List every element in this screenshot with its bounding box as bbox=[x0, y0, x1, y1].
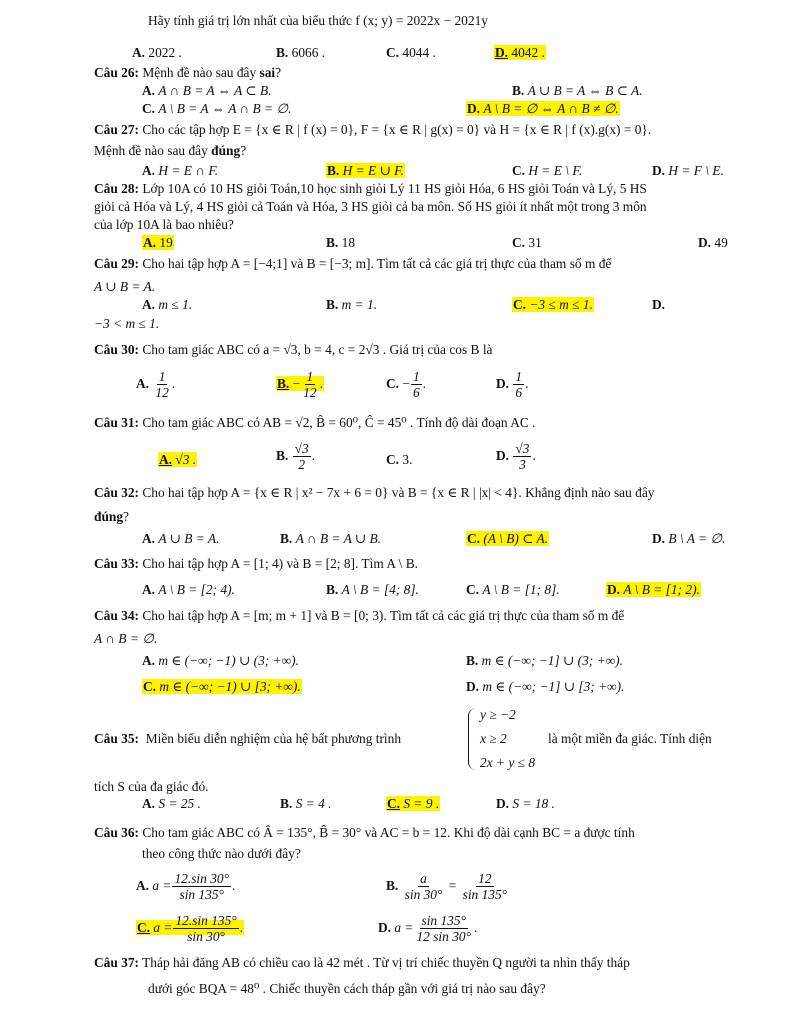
option-a: A. H = E ∩ F. bbox=[142, 163, 219, 178]
option-a: A. 2022 . bbox=[132, 45, 182, 60]
question-32: Câu 32: Cho hai tập hợp A = {x ∈ R | x² − 7x + 6 = 0} và B = {x ∈ R | |x| < 4}. Khẳng định nào sau đây bbox=[94, 485, 655, 500]
option-d-correct: D. A \ B = ∅ ⇔ A ∩ B ≠ ∅. bbox=[467, 101, 619, 116]
option-c: C. 3. bbox=[386, 452, 413, 467]
question-29: Câu 29: Cho hai tập hợp A = [−4;1] và B = [−3; m]. Tìm tất cả các giá trị thực của tham số m để bbox=[94, 256, 612, 271]
option-b-correct: B. − $\frac{1}{12}$ . bbox=[277, 369, 323, 401]
system-brace bbox=[468, 708, 479, 770]
question-28-line2: giỏi cả Hóa và Lý, 4 HS giỏi cả Toán và Hóa, 3 HS giỏi cả ba môn. Số HS giỏi ít nhất một trong 3 môn bbox=[94, 199, 647, 214]
question-33: Câu 33: Cho hai tập hợp A = [1; 4) và B = [2; 8]. Tìm A \ B. bbox=[94, 556, 418, 571]
question-35-line2: tích S của đa giác đó. bbox=[94, 779, 209, 794]
option-b: B. A ∩ B = A ∪ B. bbox=[280, 531, 381, 546]
question-27-line2: Mệnh đề nào sau đây đúng? bbox=[94, 143, 247, 158]
option-b: B. $\frac{a}{\sin 30^\circ}$ = $\frac{12}{\sin 135^\circ}$ bbox=[386, 871, 508, 903]
option-c-correct: C. (A \ B) ⊂ A. bbox=[467, 531, 549, 546]
inequality-2: x ≥ 2 bbox=[480, 731, 507, 746]
question-stem: Hãy tính giá trị lớn nhất của biểu thức f (x; y) = 2022x − 2021y bbox=[148, 13, 488, 28]
question-34: Câu 34: Cho hai tập hợp A = [m; m + 1] và B = [0; 3). Tìm tất cả các giá trị thực của tham số m để bbox=[94, 608, 625, 623]
option-d-correct: D. 4042 . bbox=[495, 45, 545, 60]
option-c: C. 31 bbox=[512, 235, 542, 250]
option-d: D. B \ A = ∅. bbox=[652, 531, 726, 546]
option-b: B. $\frac{√3}{2}$ . bbox=[276, 441, 316, 473]
option-d-text: −3 < m ≤ 1. bbox=[94, 316, 160, 331]
option-b: B. A ∪ B = A ⇔ B ⊂ A. bbox=[512, 83, 643, 98]
inequality-3: 2x + y ≤ 8 bbox=[480, 755, 536, 770]
option-a: A. m ≤ 1. bbox=[142, 297, 193, 312]
option-b: B. A \ B = [4; 8]. bbox=[326, 582, 419, 597]
question-27: Câu 27: Cho các tập hợp E = {x ∈ R | f (x) = 0}, F = {x ∈ R | g(x) = 0} và H = {x ∈ R | f (x).g(x) = 0}. bbox=[94, 122, 652, 137]
option-b: B. m ∈ (−∞; −1] ∪ (3; +∞). bbox=[466, 653, 623, 668]
option-a-correct: A. 19 bbox=[143, 235, 173, 250]
option-a: A. $\frac{1}{12}$ . bbox=[136, 369, 176, 401]
question-36-line2: theo công thức nào dưới đây? bbox=[142, 846, 301, 861]
option-c-correct: C. S = 9 . bbox=[387, 796, 440, 811]
option-b-correct: B. H = E ∪ F. bbox=[327, 163, 404, 178]
question-26: Câu 26: Mệnh đề nào sau đây sai? bbox=[94, 65, 282, 80]
question-30: Câu 30: Cho tam giác ABC có a = √3, b = 4, c = 2√3 . Giá trị của cos B là bbox=[94, 342, 493, 357]
question-35-continuation: là một miền đa giác. Tính diện bbox=[548, 731, 712, 746]
option-c: C. H = E \ F. bbox=[512, 163, 583, 178]
question-35: Câu 35: Miền biểu diễn nghiệm của hệ bất phương trình bbox=[94, 731, 402, 746]
option-c: C. A \ B = [1; 8]. bbox=[466, 582, 560, 597]
option-a: A. m ∈ (−∞; −1) ∪ (3; +∞). bbox=[142, 653, 299, 668]
option-a: A. A ∩ B = A ⇔ A ⊂ B. bbox=[142, 83, 272, 98]
option-d: D. $\frac{√3}{3}$ . bbox=[496, 441, 536, 473]
option-a: A. a = $\frac{12.\sin 30^\circ}{\sin 135^\circ}$ . bbox=[136, 871, 236, 903]
option-c-correct: C. m ∈ (−∞; −1) ∪ [3; +∞). bbox=[143, 679, 301, 694]
option-d: D. a = $\frac{\sin 135^\circ}{12 \sin 30^\circ}$ . bbox=[378, 913, 478, 945]
option-c: C. 4044 . bbox=[386, 45, 436, 60]
option-a: A. S = 25 . bbox=[142, 796, 201, 811]
option-b: B. S = 4 . bbox=[280, 796, 332, 811]
question-37: Câu 37: Tháp hải đăng AB có chiều cao là 42 mét . Từ vị trí chiếc thuyền Q người ta nhìn thấy tháp bbox=[94, 955, 630, 970]
question-34-line2: A ∩ B = ∅. bbox=[94, 631, 158, 646]
option-a: A. A \ B = [2; 4). bbox=[142, 582, 235, 597]
option-a: A. A ∪ B = A. bbox=[142, 531, 220, 546]
option-b: B. m = 1. bbox=[326, 297, 378, 312]
option-c-correct: C. a = $\frac{12.\sin 135^\circ}{\sin 30^\circ}$ . bbox=[137, 913, 243, 945]
option-a-correct: A. √3 . bbox=[159, 452, 197, 467]
option-d-correct: D. A \ B = [1; 2). bbox=[607, 582, 700, 597]
question-28-line3: của lớp 10A là bao nhiêu? bbox=[94, 217, 234, 232]
option-c: C. − $\frac{1}{6}$ . bbox=[386, 369, 427, 401]
question-28: Câu 28: Lớp 10A có 10 HS giỏi Toán,10 học sinh giỏi Lý 11 HS giỏi Hóa, 6 HS giỏi Toán và Lý, 5 HS bbox=[94, 181, 647, 196]
question-31: Câu 31: Cho tam giác ABC có AB = √2, B̂ = 60⁰, Ĉ = 45⁰ . Tính độ dài đoạn AC . bbox=[94, 415, 536, 430]
option-b: B. 18 bbox=[326, 235, 356, 250]
option-d: D. bbox=[652, 297, 666, 312]
option-d: D. S = 18 . bbox=[496, 796, 555, 811]
inequality-1: y ≥ −2 bbox=[480, 707, 516, 722]
option-b: B. 6066 . bbox=[276, 45, 326, 60]
question-36: Câu 36: Cho tam giác ABC có Â = 135°, B̂ = 30° và AC = b = 12. Khi độ dài cạnh BC = a được tính bbox=[94, 825, 635, 840]
option-c: C. A \ B = A ⇔ A ∩ B = ∅. bbox=[142, 101, 292, 116]
option-d: D. m ∈ (−∞; −1] ∪ [3; +∞). bbox=[466, 679, 625, 694]
question-29-line2: A ∪ B = A. bbox=[94, 279, 156, 294]
question-37-line2: dưới góc BQA = 48⁰ . Chiếc thuyền cách tháp gần với giá trị nào sau đây? bbox=[148, 981, 546, 996]
option-d: D. $\frac{1}{6}$ . bbox=[496, 369, 529, 401]
option-d: D. H = F \ E. bbox=[652, 163, 724, 178]
option-c-correct: C. −3 ≤ m ≤ 1. bbox=[513, 297, 593, 312]
option-d: D. 49 bbox=[698, 235, 728, 250]
question-32-line2: đúng? bbox=[94, 509, 129, 524]
